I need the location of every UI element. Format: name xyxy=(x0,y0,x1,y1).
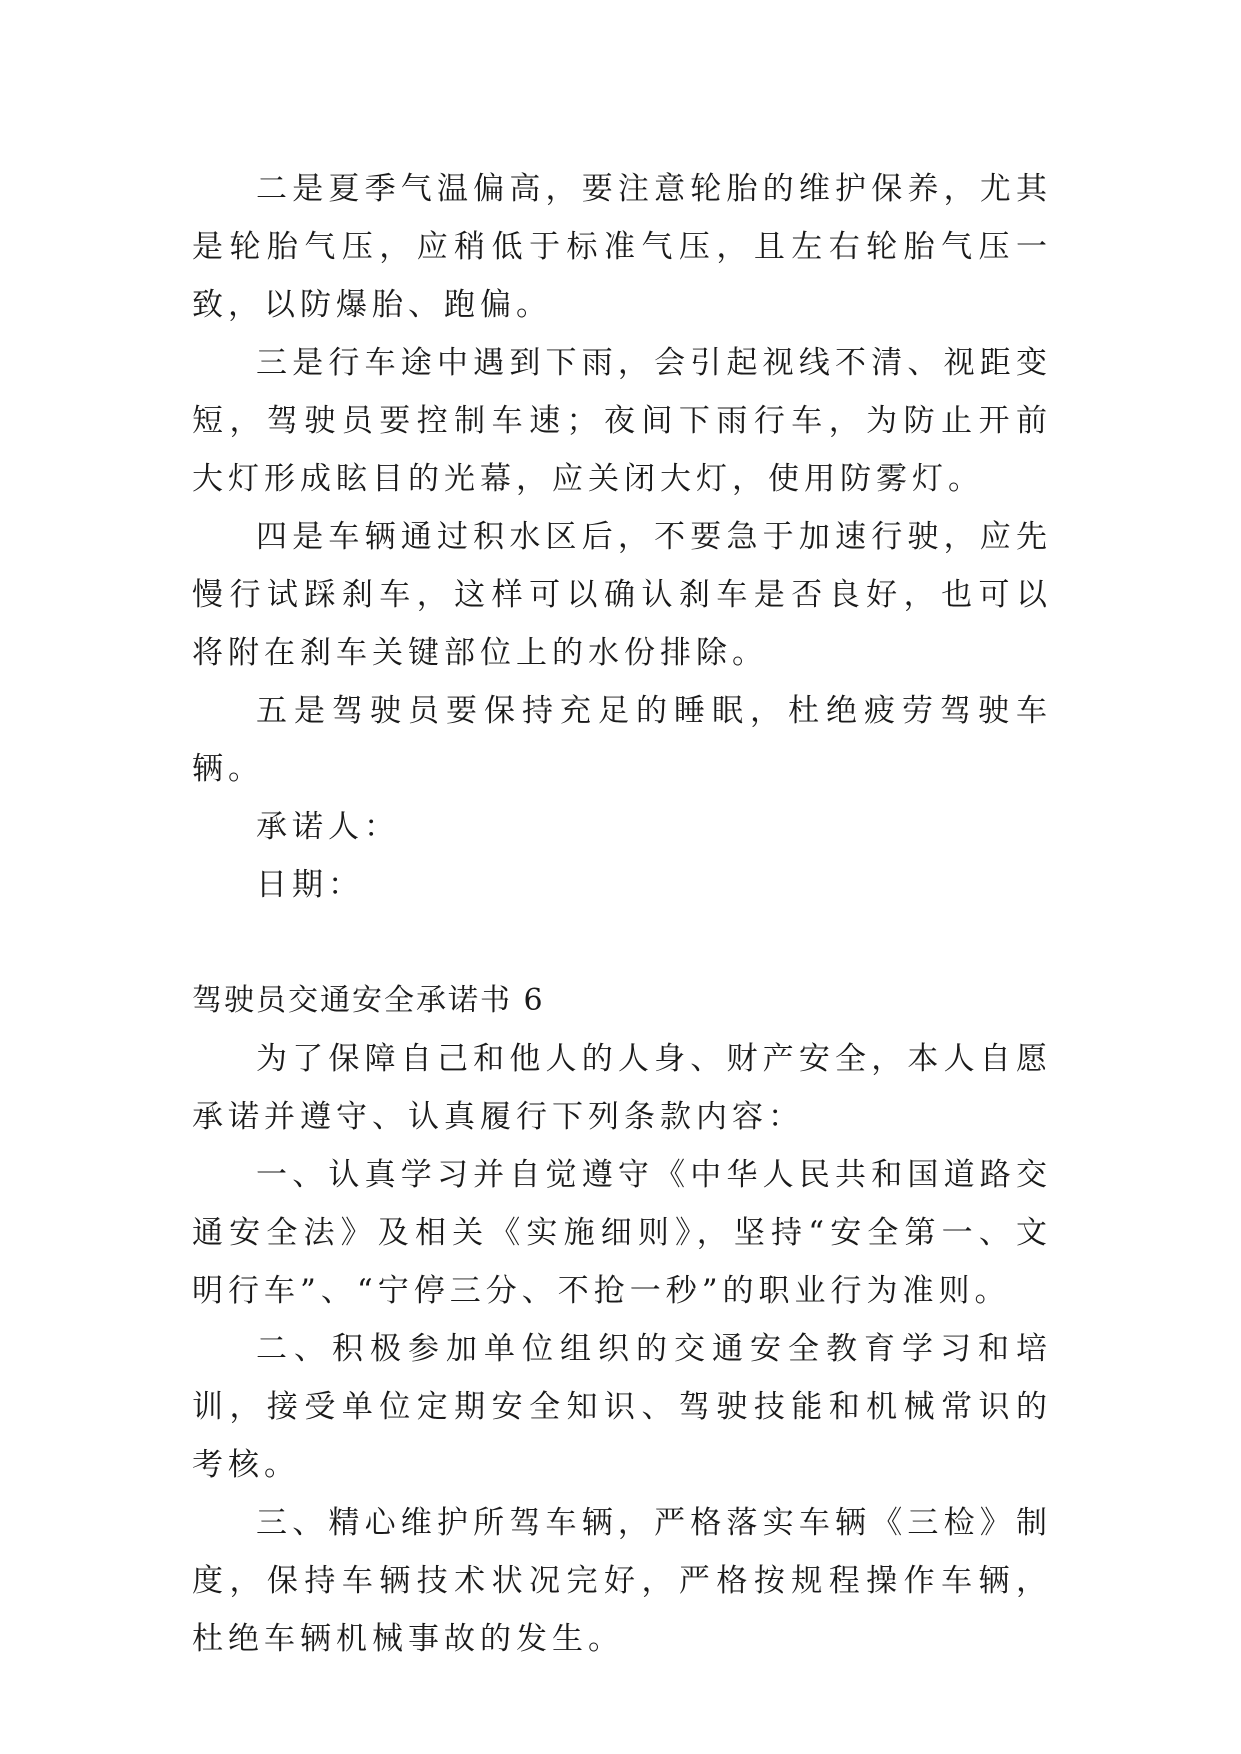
paragraph-clause-3: 三、精心维护所驾车辆，严格落实车辆《三检》制度，保持车辆技术状况完好，严格按规程操作车辆，杜绝车辆机械事故的发生。 xyxy=(192,1505,1052,1657)
paragraph-sleep: 五是驾驶员要保持充足的睡眠，杜绝疲劳驾驶车辆。 xyxy=(192,693,1052,787)
paragraph-water-crossing: 四是车辆通过积水区后，不要急于加速行驶，应先慢行试踩刹车，这样可以确认刹车是否良好，也可以将附在刹车关键部位上的水份排除。 xyxy=(192,519,1052,671)
document-title: 驾驶员交通安全承诺书 6 xyxy=(192,983,545,1018)
paragraph-clause-1: 一、认真学习并自觉遵守《中华人民共和国道路交通安全法》及相关《实施细则》，坚持“安全第一、文明行车”、“宁停三分、不抢一秒”的职业行为准则。 xyxy=(192,1157,1052,1309)
signer-label: 承诺人： xyxy=(256,809,400,845)
paragraph-intro: 为了保障自己和他人的人身、财产安全，本人自愿承诺并遵守、认真履行下列条款内容： xyxy=(192,1041,1052,1135)
paragraph-tire-maintenance: 二是夏季气温偏高，要注意轮胎的维护保养，尤其是轮胎气压，应稍低于标准气压，且左右轮胎气压一致，以防爆胎、跑偏。 xyxy=(192,171,1052,323)
paragraph-rain-driving: 三是行车途中遇到下雨，会引起视线不清、视距变短，驾驶员要控制车速；夜间下雨行车，为防止开前大灯形成眩目的光幕，应关闭大灯，使用防雾灯。 xyxy=(192,345,1052,497)
document-body xyxy=(192,160,1052,1668)
section-gap xyxy=(192,914,1052,972)
date-label: 日期： xyxy=(256,867,364,903)
paragraph-clause-2: 二、积极参加单位组织的交通安全教育学习和培训，接受单位定期安全知识、驾驶技能和机械常识的考核。 xyxy=(192,1331,1052,1483)
